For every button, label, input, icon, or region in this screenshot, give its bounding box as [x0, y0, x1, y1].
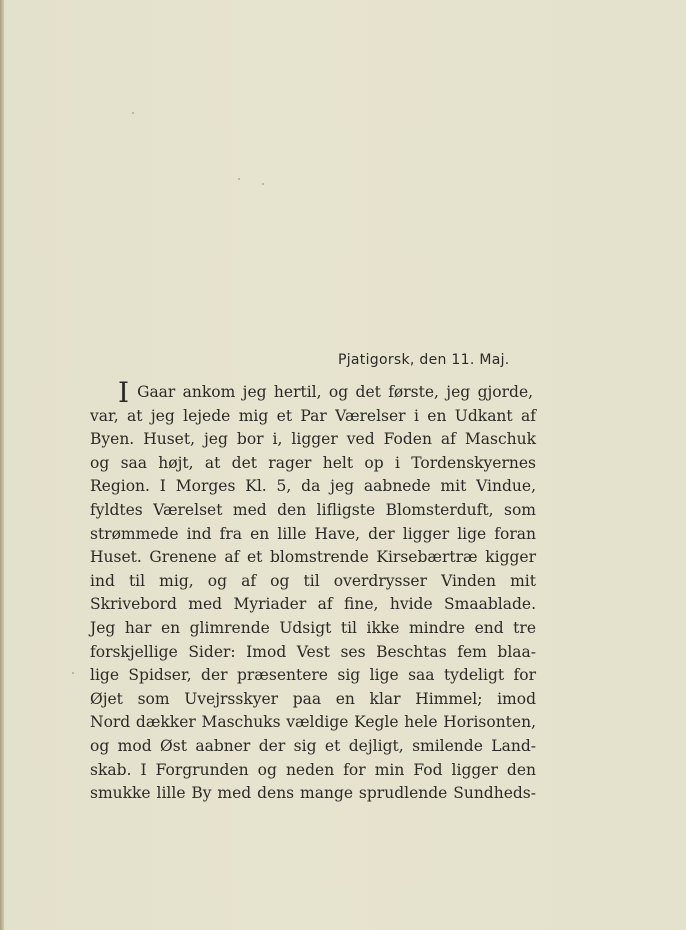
text-line: lige Spidser, der præsentere sig lige saa tydeligt for	[90, 666, 536, 685]
paper-speck	[72, 672, 74, 674]
text-line: og saa højt, at det rager helt op i Tordenskyernes	[90, 453, 536, 472]
text-line: fyldtes Værelset med den lifligste Blomsterduft, som	[90, 500, 536, 519]
text-line: skab. I Forgrunden og neden for min Fod ligger den	[90, 760, 536, 779]
text-line: smukke lille By med dens mange sprudlende Sundheds-	[90, 784, 536, 803]
text-line: forskjellige Sider: Imod Vest ses Beschtas fem blaa-	[90, 642, 536, 661]
text-line-1	[90, 376, 536, 409]
text-line: ind til mig, og af og til overdrysser Vinden mit	[90, 571, 536, 590]
paper-speck	[132, 112, 134, 114]
body-text	[90, 376, 536, 806]
text-line: Skrivebord med Myriader af fine, hvide Smaablade.	[90, 595, 536, 614]
text-line: Jeg har en glimrende Udsigt til ikke mindre end tre	[90, 618, 536, 637]
letter-dateline: Pjatigorsk, den 11. Maj.	[338, 352, 510, 368]
text-line: Øjet som Uvejrsskyer paa en klar Himmel; imod	[90, 689, 536, 708]
text-line: var, at jeg lejede mig et Par Værelser i en Udkant af	[90, 406, 536, 425]
text-line: Byen. Huset, jeg bor i, ligger ved Foden af Maschuk	[90, 430, 536, 449]
drop-capital: I	[118, 376, 130, 409]
text-line: Huset. Grenene af et blomstrende Kirsebærtræ kigger	[90, 548, 536, 567]
first-line-text: Gaar ankom jeg hertil, og det første, jeg gjorde,	[137, 383, 534, 401]
paper-speck	[262, 183, 264, 185]
page-binding-edge	[0, 0, 4, 930]
text-line: og mod Øst aabner der sig et dejligt, smilende Land-	[90, 736, 536, 755]
text-line: strømmede ind fra en lille Have, der ligger lige foran	[90, 524, 536, 543]
paper-speck	[238, 178, 240, 180]
text-line: Nord dækker Maschuks vældige Kegle hele Horisonten,	[90, 713, 536, 732]
text-line: Region. I Morges Kl. 5, da jeg aabnede mit Vindue,	[90, 477, 536, 496]
